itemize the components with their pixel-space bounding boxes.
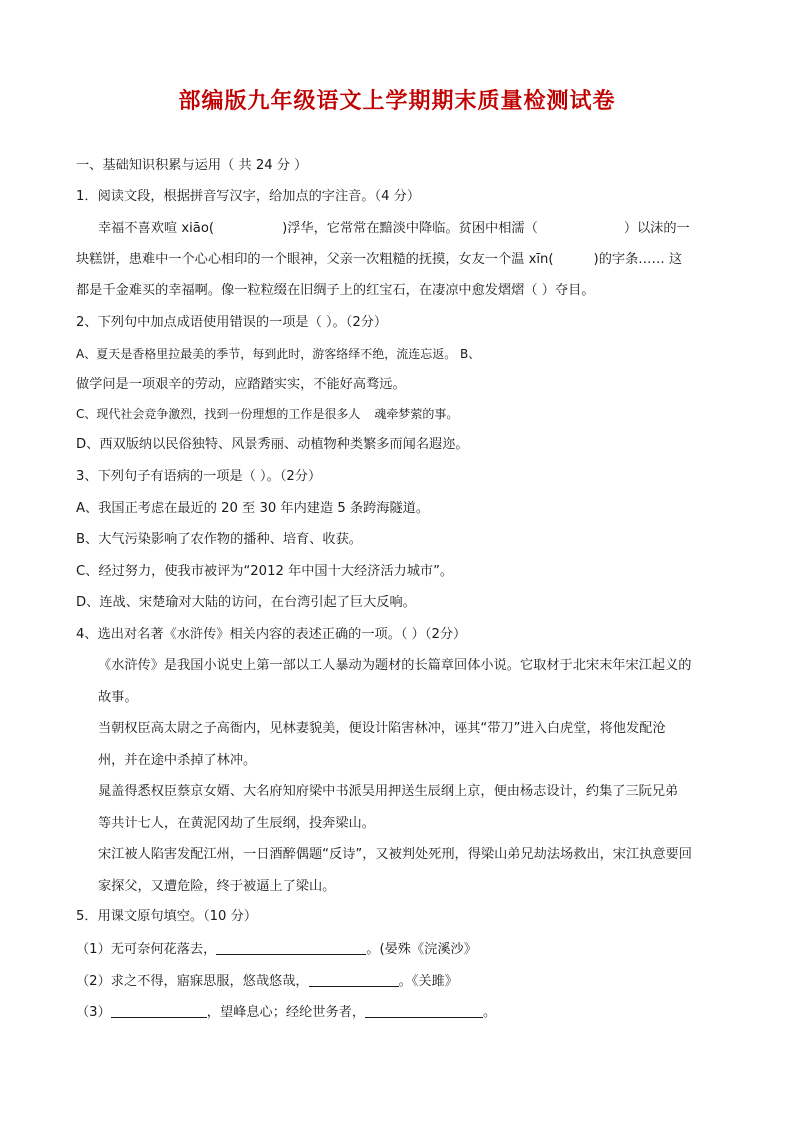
question-3-option-b: B、大气污染影响了农作物的播种、培育、收获。 [76, 532, 362, 547]
question-5-stem: 5．用课文原句填空。（10 分） [76, 909, 258, 924]
question-4-option-d-line-2: 家探父，又遭危险，终于被逼上了梁山。 [98, 879, 336, 894]
question-2-option-b: 做学问是一项艰辛的劳动，应踏踏实实，不能好高骛远。 [76, 377, 406, 392]
item-text: （2）求之不得，寤寐思服，悠哉悠哉， [76, 974, 309, 989]
question-1-passage-line-3: 都是千金难买的幸福啊。像一粒粒缀在旧绸子上的红宝石，在凄凉中愈发熠熠（ ）夺目。 [76, 283, 595, 298]
question-4-option-b-line-2: 州，并在途中杀掉了林冲。 [98, 753, 257, 768]
passage-text: 幸福不喜欢喧 xiāo( [98, 221, 215, 236]
fill-in-blank[interactable] [365, 1003, 483, 1018]
option-text: 魂牵梦萦的事。 [374, 407, 459, 421]
item-text: ，望峰息心；经纶世务者， [206, 1005, 366, 1020]
question-4-stem: 4、选出对名著《水浒传》相关内容的表述正确的一项。（ ）（2分） [76, 627, 467, 642]
question-2-stem: 2、下列句中加点成语使用错误的一项是（ ）。（2分） [76, 315, 388, 330]
item-text: 。(晏殊《浣溪沙》 [366, 942, 477, 957]
item-text: 。《关雎》 [398, 974, 458, 989]
question-4-option-c-line-1: 晁盖得悉权臣蔡京女婿、大名府知府梁中书派吴用押送生辰纲上京，便由杨志设计，约集了三阮兄弟 [98, 784, 679, 799]
question-5-item-1 [76, 940, 477, 959]
passage-text: )的字条…… 这 [593, 252, 683, 267]
passage-text: ）以沫的一 [623, 221, 690, 236]
passage-text: )浮华，它常常在黯淡中降临。贫困中相濡（ [282, 221, 538, 236]
fill-in-blank[interactable] [111, 1003, 207, 1018]
question-2-option-c [76, 405, 458, 423]
question-3-option-a: A、我国正考虑在最近的 20 至 30 年内建造 5 条跨海隧道。 [76, 501, 430, 516]
question-3-option-d: D、连战、宋楚瑜对大陆的访问，在台湾引起了巨大反响。 [76, 595, 416, 610]
question-3-option-c: C、经过努力，使我市被评为“2012 年中国十大经济活力城市”。 [76, 564, 454, 579]
question-4-option-b-line-1: 当朝权臣高太尉之子高衙内，见林妻貌美，便设计陷害林冲，诬其“带刀”进入白虎堂，将他发配沧 [98, 721, 666, 736]
fill-in-blank[interactable] [216, 940, 366, 955]
question-4-option-d-line-1: 宋江被人陷害发配江州，一日酒醉偶题“反诗”，又被判处死刑，得梁山弟兄劫法场救出，宋江执意要回 [98, 847, 692, 862]
question-4-option-a-line-1: 《水浒传》是我国小说史上第一部以工人暴动为题材的长篇章回体小说。它取材于北宋末年宋江起义的 [98, 658, 692, 673]
question-2-option-d: D、西双版纳以民俗独特、风景秀丽、动植物种类繁多而闻名遐迩。 [76, 437, 469, 452]
question-4-option-c-line-2: 等共计七人，在黄泥冈劫了生辰纲，投奔梁山。 [98, 816, 375, 831]
passage-text: 块糕饼，患难中一个心心相印的一个眼神，父亲一次粗糙的抚摸，女友一个温 xīn( [76, 252, 554, 267]
item-text: 。 [483, 1005, 497, 1020]
question-1-passage-line-1 [98, 220, 690, 238]
question-3-stem: 3、下列句子有语病的一项是（ ）。（2分） [76, 469, 322, 484]
item-text: （1）无可奈何花落去， [76, 942, 217, 957]
question-1-passage-line-2 [76, 251, 682, 269]
item-text: （3） [76, 1005, 111, 1020]
option-text: C、现代社会竞争激烈，找到一份理想的工作是很多人 [76, 407, 361, 421]
exam-title: 部编版九年级语文上学期期末质量检测试卷 [178, 88, 616, 114]
section-heading: 一、基础知识积累与运用（ 共 24 分 ） [76, 158, 308, 173]
fill-in-blank[interactable] [309, 972, 399, 987]
question-1-stem: 1．阅读文段，根据拼音写汉字，给加点的字注音。（4 分） [76, 189, 421, 204]
question-2-option-a: A、夏天是香格里拉最美的季节，每到此时，游客络绎不绝，流连忘返。 B、 [76, 347, 481, 361]
question-5-item-2 [76, 972, 458, 991]
question-5-item-3 [76, 1003, 496, 1022]
question-4-option-a-line-2: 故事。 [98, 690, 138, 705]
